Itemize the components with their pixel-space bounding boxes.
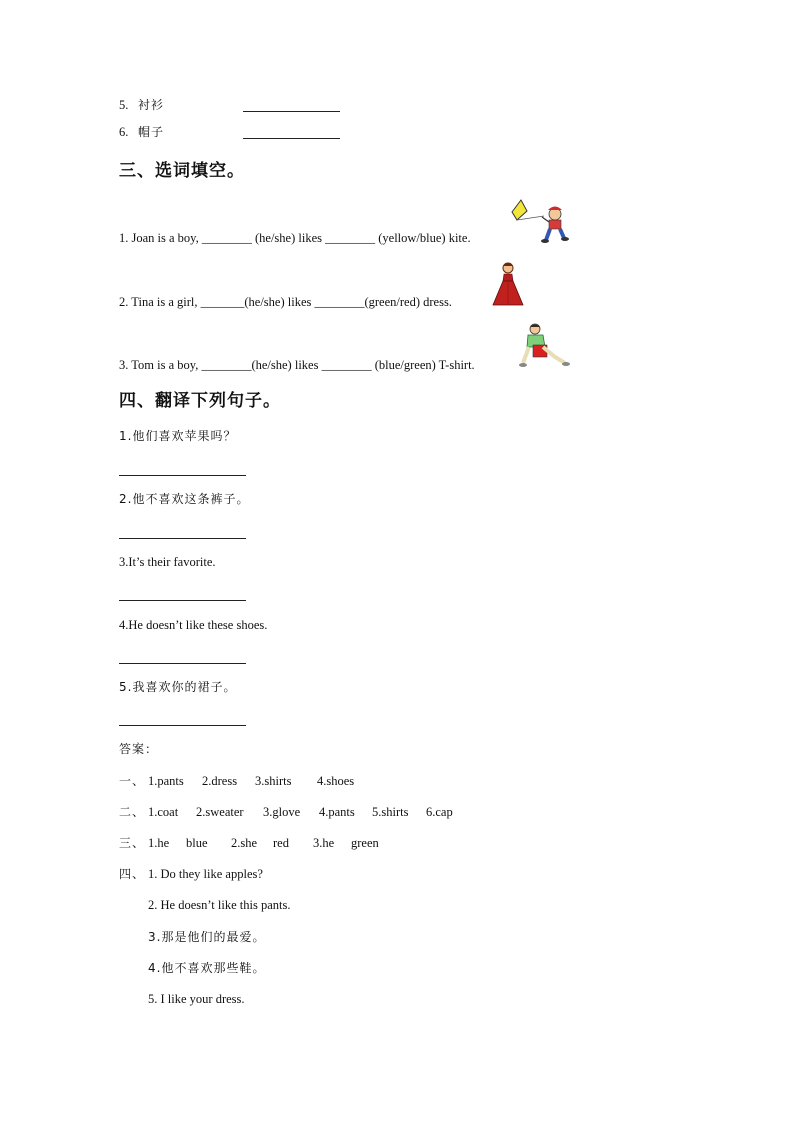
vocab-number: 6. xyxy=(119,125,129,139)
answer-item: 1.pants xyxy=(148,774,184,788)
translate-question: 1.他们喜欢苹果吗？ xyxy=(119,429,237,443)
vocab-number: 5. xyxy=(119,98,129,112)
answer-item: red xyxy=(273,836,289,850)
answer-line[interactable] xyxy=(119,475,246,476)
answer-item: 4.pants xyxy=(319,805,355,819)
section-heading: 三、选词填空。 xyxy=(119,161,245,181)
answer-line[interactable] xyxy=(119,538,246,539)
translate-question: 3.It’s their favorite. xyxy=(119,555,216,569)
fill-in-question: 3. Tom is a boy, ________(he/she) likes ________ (blue/green) T-shirt. xyxy=(119,358,475,372)
vocab-word: 帽子 xyxy=(138,125,165,139)
vocab-word: 衬衫 xyxy=(138,98,165,112)
answer-label: 一、 xyxy=(119,774,146,788)
answer-item: 2.dress xyxy=(202,774,238,788)
answer-item: 3.那是他们的最爱。 xyxy=(148,930,266,944)
answer-label: 三、 xyxy=(119,836,146,850)
answer-item: 5. I like your dress. xyxy=(148,992,245,1006)
answer-item: green xyxy=(351,836,379,850)
answer-label: 四、 xyxy=(119,867,146,881)
answer-item: blue xyxy=(186,836,208,850)
answer-item: 1.he xyxy=(148,836,170,850)
answer-item: 3.shirts xyxy=(255,774,292,788)
answer-line[interactable] xyxy=(119,600,246,601)
answer-blank[interactable] xyxy=(243,111,340,112)
section-heading: 四、翻译下列句子。 xyxy=(119,391,281,411)
answer-item: 1.coat xyxy=(148,805,179,819)
answer-item: 1. Do they like apples? xyxy=(148,867,263,881)
answer-item: 3.he xyxy=(313,836,335,850)
girl-dress-illustration xyxy=(491,261,525,307)
boy-kite-illustration xyxy=(508,198,570,244)
answer-item: 4.shoes xyxy=(317,774,355,788)
translate-question: 2.他不喜欢这条裤子。 xyxy=(119,492,250,506)
answer-item: 5.shirts xyxy=(372,805,409,819)
translate-question: 4.He doesn’t like these shoes. xyxy=(119,618,268,632)
answer-item: 3.glove xyxy=(263,805,301,819)
answer-item: 4.他不喜欢那些鞋。 xyxy=(148,961,266,975)
answer-label: 二、 xyxy=(119,805,146,819)
answer-item: 2. He doesn’t like this pants. xyxy=(148,898,291,912)
answer-item: 6.cap xyxy=(426,805,453,819)
answer-line[interactable] xyxy=(119,725,246,726)
answer-item: 2.sweater xyxy=(196,805,244,819)
answer-item: 2.she xyxy=(231,836,258,850)
fill-in-question: 2. Tina is a girl, _______(he/she) likes ________(green/red) dress. xyxy=(119,295,452,309)
answers-title: 答案： xyxy=(119,742,159,756)
fill-in-question: 1. Joan is a boy, ________ (he/she) likes ________ (yellow/blue) kite. xyxy=(119,231,471,245)
answer-line[interactable] xyxy=(119,663,246,664)
boy-tshirt-illustration xyxy=(515,323,571,369)
answer-blank[interactable] xyxy=(243,138,340,139)
translate-question: 5.我喜欢你的裙子。 xyxy=(119,680,237,694)
kite-icon xyxy=(512,200,527,220)
